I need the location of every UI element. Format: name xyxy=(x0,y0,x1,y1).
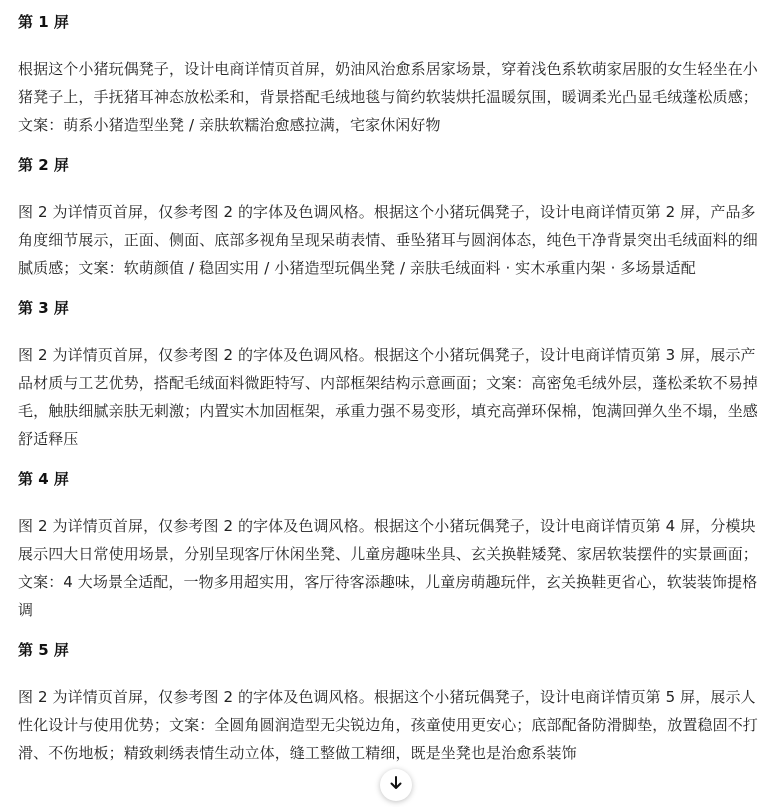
section-3 xyxy=(18,298,766,453)
arrow-down-icon xyxy=(388,775,404,795)
section-text: 图 2 为详情页首屏，仅参考图 2 的字体及色调风格。根据这个小猪玩偶凳子，设计电商详情页第 3 屏，展示产品材质与工艺优势，搭配毛绒面料微距特写、内部框架结构示意画面；文案：高密兔毛绒外层，蓬松柔软不易掉毛，触肤细腻亲肤无刺激；内置实木加固框架，承重力强不易变形，填充高弹环保棉，饱满回弹久坐不塌，坐感舒适释压 xyxy=(18,346,758,448)
section-5 xyxy=(18,640,766,767)
section-text: 图 2 为详情页首屏，仅参考图 2 的字体及色调风格。根据这个小猪玩偶凳子，设计电商详情页第 5 屏，展示人性化设计与使用优势；文案：全圆角圆润造型无尖锐边角，孩童使用更安心；底部配备防滑脚垫，放置稳固不打滑、不伤地板；精致刺绣表情生动立体，缝工整做工精细，既是坐凳也是治愈系装饰 xyxy=(18,688,758,762)
section-heading: 第 2 屏 xyxy=(18,156,69,174)
section-text: 根据这个小猪玩偶凳子，设计电商详情页首屏，奶油风治愈系居家场景，穿着浅色系软萌家居服的女生轻坐在小猪凳子上，手抚猪耳神态放松柔和，背景搭配毛绒地毯与简约软装烘托温暖氛围，暖调柔光凸显毛绒蓬松质感；文案：萌系小猪造型坐凳 / 亲肤软糯治愈感拉满，宅家休闲好物 xyxy=(18,60,758,134)
section-2 xyxy=(18,155,766,282)
section-heading: 第 5 屏 xyxy=(18,641,69,659)
section-4 xyxy=(18,469,766,624)
section-text: 图 2 为详情页首屏，仅参考图 2 的字体及色调风格。根据这个小猪玩偶凳子，设计电商详情页第 2 屏，产品多角度细节展示，正面、侧面、底部多视角呈现呆萌表情、垂坠猪耳与圆润体态，纯色干净背景突出毛绒面料的细腻质感；文案：软萌颜值 / 稳固实用 / 小猪造型玩偶坐凳 / 亲肤毛绒面料 · 实木承重内架 · 多场景适配 xyxy=(18,203,758,277)
section-text: 图 2 为详情页首屏，仅参考图 2 的字体及色调风格。根据这个小猪玩偶凳子，设计电商详情页第 4 屏，分模块展示四大日常使用场景，分别呈现客厅休闲坐凳、儿童房趣味坐具、玄关换鞋矮凳、家居软装摆件的实景画面；文案：4 大场景全适配，一物多用超实用，客厅待客添趣味，儿童房萌趣玩伴，玄关换鞋更省心，软装装饰提格调 xyxy=(18,517,758,619)
scroll-down-button[interactable] xyxy=(380,769,412,801)
section-1 xyxy=(18,12,766,139)
document-body xyxy=(18,0,766,767)
section-heading: 第 4 屏 xyxy=(18,470,69,488)
section-heading: 第 1 屏 xyxy=(18,13,69,31)
section-heading: 第 3 屏 xyxy=(18,299,69,317)
